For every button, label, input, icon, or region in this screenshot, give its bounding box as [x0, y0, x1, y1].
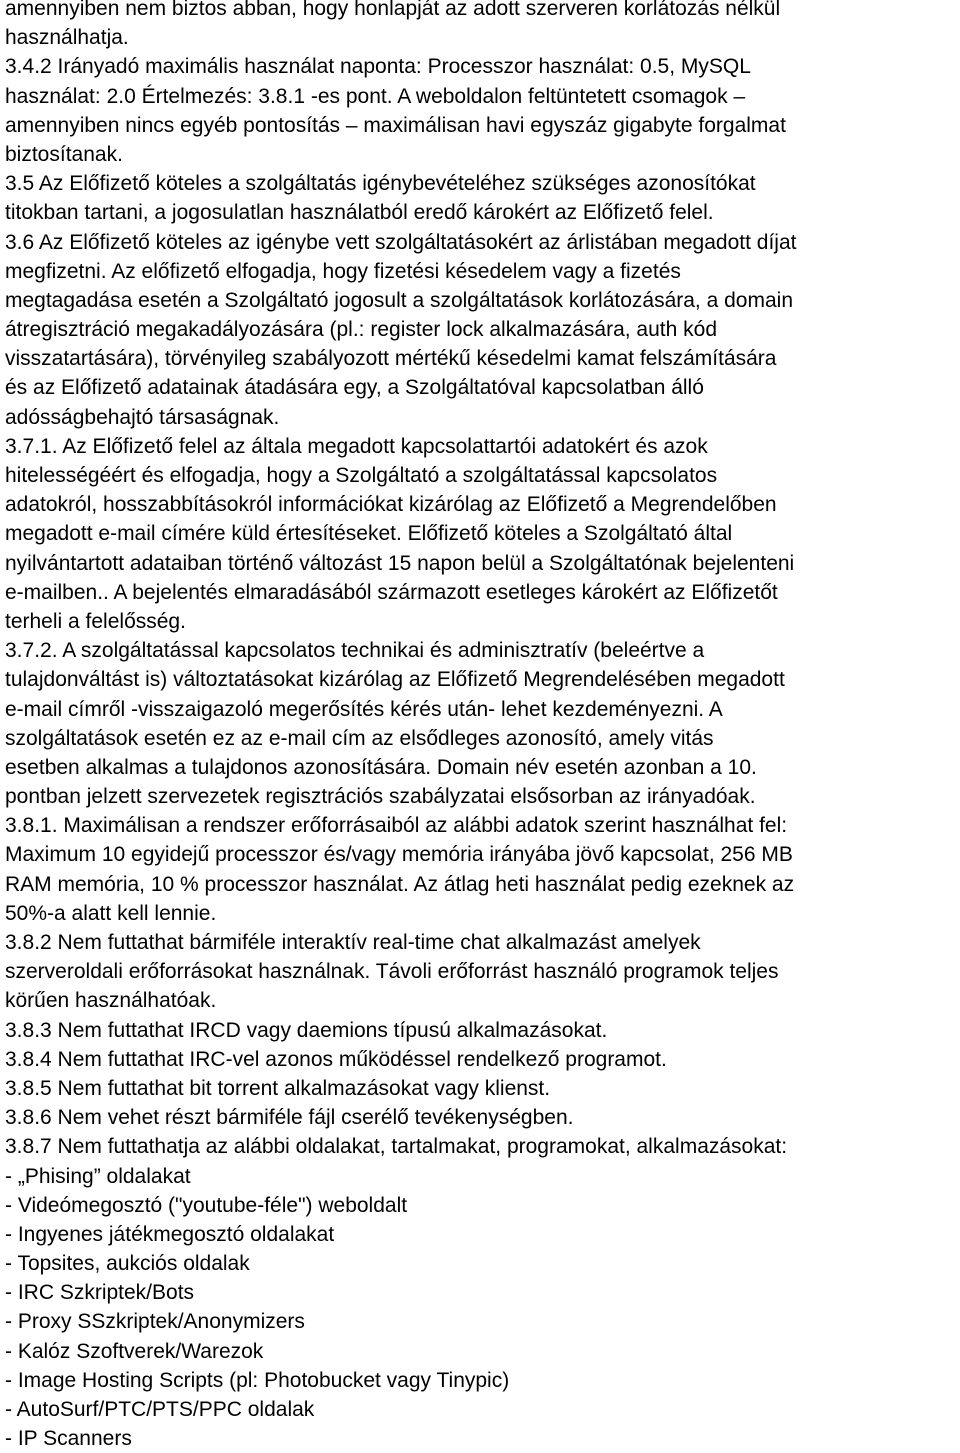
text-line: megfizetni. Az előfizető elfogadja, hogy fizetési késedelem vagy a fizetés	[5, 259, 681, 283]
document-page	[5, 0, 960, 1453]
list-item: - Kalóz Szoftverek/Warezok	[5, 1339, 264, 1363]
text-line: adatokról, hosszabbításokról információkat kizárólag az Előfizető a Megrendelőben	[5, 493, 777, 517]
list-item: - IP Scanners	[5, 1427, 132, 1451]
text-line: 3.8.3 Nem futtathat IRCD vagy daemions típusú alkalmazásokat.	[5, 1018, 608, 1042]
text-line: megtagadása esetén a Szolgáltató jogosult a szolgáltatások korlátozására, a domain	[5, 288, 793, 312]
text-line: 3.5 Az Előfizető köteles a szolgáltatás igénybevételéhez szükséges azonosítókat	[5, 172, 756, 196]
text-line: RAM memória, 10 % processzor használat. Az átlag heti használat pedig ezeknek az	[5, 872, 795, 896]
text-line: és az Előfizető adatainak átadására egy, a Szolgáltatóval kapcsolatban álló	[5, 376, 704, 400]
text-line: 3.8.7 Nem futtathatja az alábbi oldalakat, tartalmakat, programokat, alkalmazásokat:	[5, 1135, 788, 1159]
text-line: terheli a felelősség.	[5, 609, 186, 633]
text-line: 3.8.4 Nem futtathat IRC-vel azonos működéssel rendelkező programot.	[5, 1047, 667, 1071]
text-line: 3.6 Az Előfizető köteles az igénybe vett szolgáltatásokért az árlistában megadott díjat	[5, 230, 797, 254]
text-line: esetben alkalmas a tulajdonos azonosítására. Domain név esetén azonban a 10.	[5, 755, 757, 779]
text-line: használat: 2.0 Értelmezés: 3.8.1 -es pont. A weboldalon feltüntetett csomagok –	[5, 84, 746, 108]
list-item: - IRC Szkriptek/Bots	[5, 1281, 195, 1305]
text-line: 3.8.5 Nem futtathat bit torrent alkalmazásokat vagy klienst.	[5, 1076, 551, 1100]
text-line: használhatja.	[5, 26, 129, 50]
list-item: - Image Hosting Scripts (pl: Photobucket vagy Tinypic)	[5, 1368, 510, 1392]
text-line: tulajdonváltást is) változtatásokat kizárólag az Előfizető Megrendelésében megadott	[5, 668, 785, 692]
text-line: e-mail címről -visszaigazoló megerősítés kérés után- lehet kezdeményezni. A	[5, 697, 723, 721]
list-item: - AutoSurf/PTC/PTS/PPC oldalak	[5, 1398, 315, 1421]
text-line: 3.7.1. Az Előfizető felel az általa megadott kapcsolattartói adatokért és azok	[5, 434, 708, 458]
text-line: titokban tartani, a jogosulatlan használatból eredő károkért az Előfizető felel.	[5, 201, 714, 225]
text-line: 3.7.2. A szolgáltatással kapcsolatos technikai és adminisztratív (beleértve a	[5, 639, 705, 663]
text-line: amennyiben nem biztos abban, hogy honlapját az adott szerveren korlátozás nélkül	[5, 0, 781, 20]
list-item: - Proxy SSzkriptek/Anonymizers	[5, 1310, 305, 1334]
list-item: - Ingyenes játékmegosztó oldalakat	[5, 1222, 335, 1246]
text-line: hitelességéért és elfogadja, hogy a Szolgáltató a szolgáltatással kapcsolatos	[5, 464, 718, 487]
text-line: amennyiben nincs egyéb pontosítás – maximálisan havi egyszáz gigabyte forgalmat	[5, 113, 786, 137]
text-line: szolgáltatások esetén ez az e-mail cím az elsődleges azonosító, amely vitás	[5, 726, 714, 750]
text-line: 3.8.1. Maximálisan a rendszer erőforrásaiból az alábbi adatok szerint használhat fel:	[5, 814, 788, 838]
text-line: szerveroldali erőforrásokat használnak. Távoli erőforrást használó programok teljes	[5, 960, 779, 984]
text-line: átregisztráció megakadályozására (pl.: register lock alkalmazására, auth kód	[5, 318, 718, 342]
text-line: e-mailben.. A bejelentés elmaradásából származott esetleges károkért az Előfizetőt	[5, 580, 778, 604]
list-item: - Videómegosztó ("youtube-féle") weboldalt	[5, 1193, 408, 1217]
text-line: 3.4.2 Irányadó maximális használat naponta: Processzor használat: 0.5, MySQL	[5, 55, 751, 79]
text-line: nyilvántartott adataiban történő változást 15 napon belül a Szolgáltatónak bejelenteni	[5, 551, 795, 575]
text-line: adósságbehajtó társaságnak.	[5, 405, 280, 429]
text-line: biztosítanak.	[5, 142, 123, 166]
text-line: visszatartására), törvényileg szabályozott mértékű késedelmi kamat felszámítására	[5, 347, 777, 371]
text-line: 3.8.2 Nem futtathat bármiféle interaktív real-time chat alkalmazást amelyek	[5, 931, 701, 954]
text-line: megadott e-mail címére küld értesítéseket. Előfizető köteles a Szolgáltató által	[5, 522, 733, 546]
text-line: 50%-a alatt kell lennie.	[5, 901, 217, 925]
text-line: Maximum 10 egyidejű processzor és/vagy memória irányába jövő kapcsolat, 256 MB	[5, 843, 793, 867]
text-line: körűen használhatóak.	[5, 989, 217, 1013]
text-line: pontban jelzett szervezetek regisztrációs szabályzatai elsősorban az irányadóak.	[5, 785, 756, 809]
list-item: - Topsites, aukciós oldalak	[5, 1252, 250, 1276]
text-line: 3.8.6 Nem vehet részt bármiféle fájl cserélő tevékenységben.	[5, 1106, 574, 1130]
list-item: - „Phising” oldalakat	[5, 1164, 191, 1188]
